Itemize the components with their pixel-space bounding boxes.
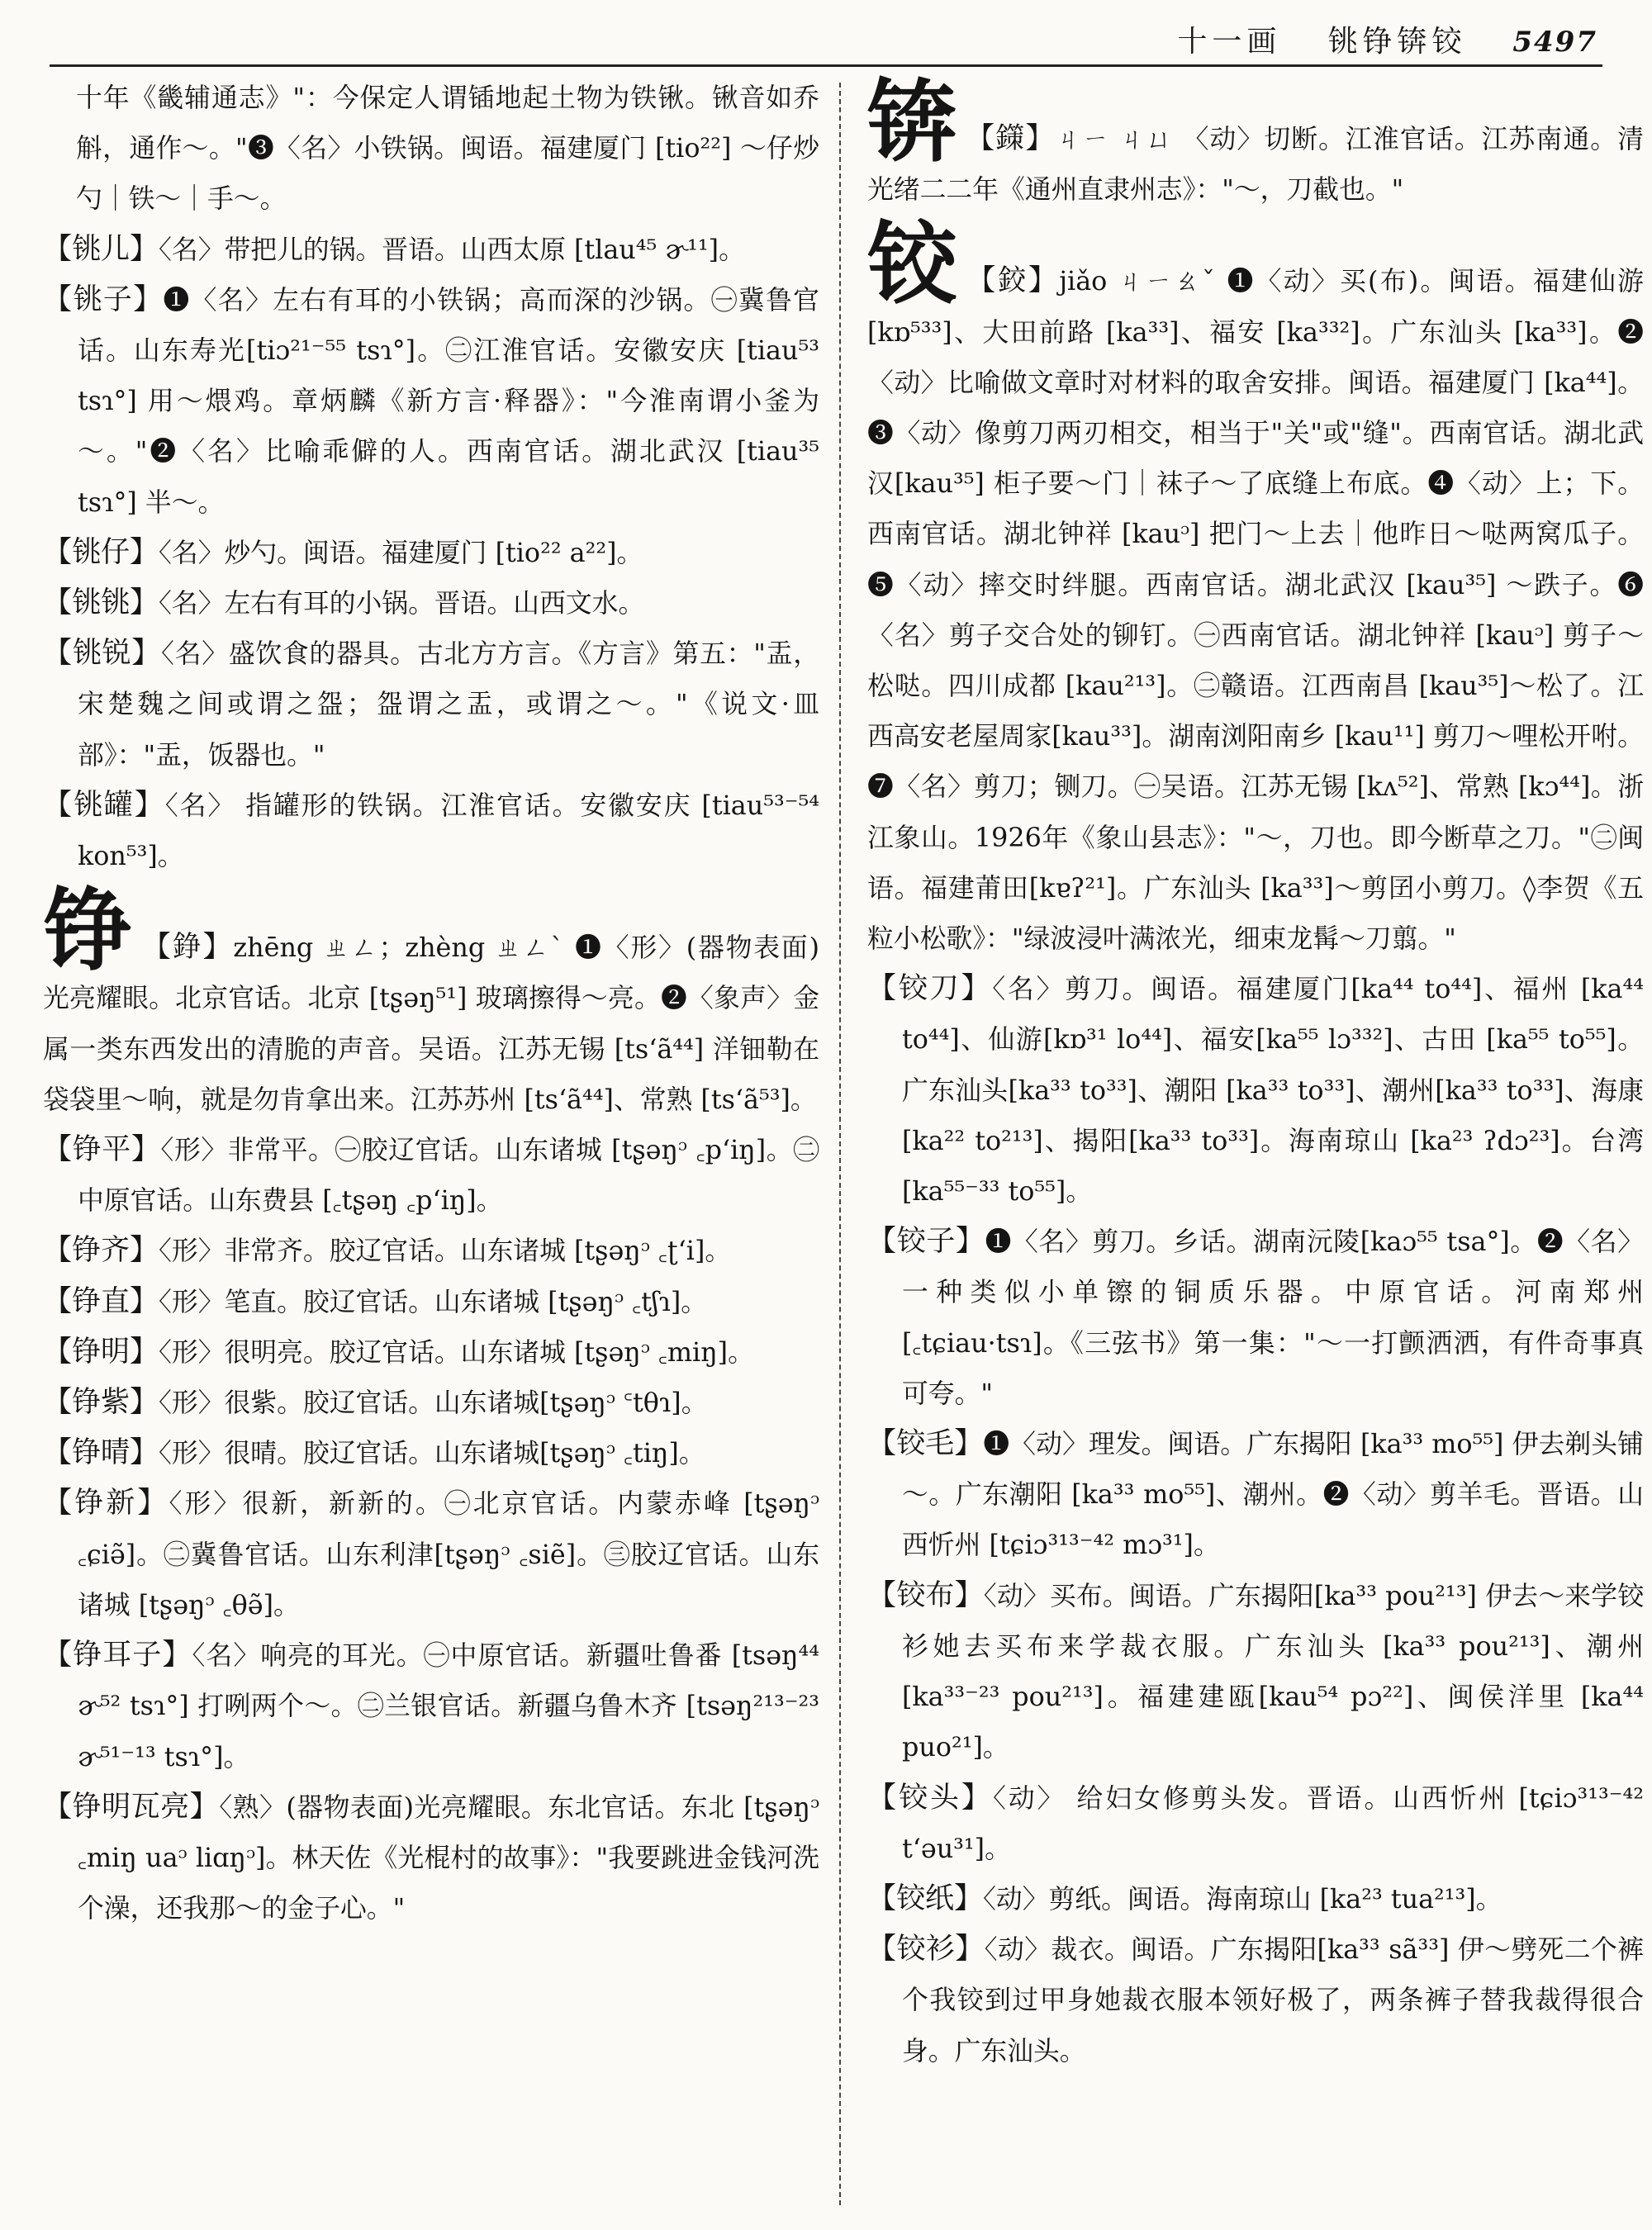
entry-headword: 【铰衫】 bbox=[867, 1933, 985, 1967]
sub-entry bbox=[43, 1630, 819, 1782]
header-rule bbox=[50, 64, 1602, 67]
definition-text: 〈名〉 指罐形的铁锅。江淮官话。安徽安庆 [tiau⁵³⁻⁵⁴ kon⁵³]。 bbox=[78, 790, 819, 872]
sub-entry bbox=[43, 1378, 819, 1428]
entry-headword: 【铫儿】 bbox=[43, 232, 159, 266]
entry-headword: 【铮平】 bbox=[43, 1133, 161, 1167]
definition-text: 〈动〉 给妇女修剪头发。晋语。山西忻州 [tɕiɔ³¹³⁻⁴² tʻəu³¹]。 bbox=[902, 1782, 1644, 1864]
sub-entry bbox=[43, 578, 819, 629]
traditional-form: 【鉸】 bbox=[966, 264, 1060, 298]
head-entry bbox=[867, 70, 1644, 215]
definition-text: ❶〈动〉理发。闽语。广东揭阳 [ka³³ mo⁵⁵] 伊去剃头铺～。广东潮阳 [ka³³ mo⁵⁵]、潮州。❷〈动〉剪羊毛。晋语。山西忻州 [tɕiɔ³¹³⁻⁴² mɔ³¹]。 bbox=[902, 1429, 1644, 1561]
entry-headword: 【铫锐】 bbox=[43, 637, 162, 671]
sub-entry bbox=[867, 1924, 1644, 2076]
definition-text: ㄐㄧ ㄐㄩ 〈动〉切断。江淮官话。江苏南通。清光绪二二年《通州直隶州志》："～，刀截也。" bbox=[867, 124, 1644, 206]
entry-headword: 【铰纸】 bbox=[867, 1881, 984, 1915]
definition-text: ❶〈名〉左右有耳的小铁锅；高而深的沙锅。㊀冀鲁官话。山东寿光[tiɔ²¹⁻⁵⁵ tsɿ°]。㊁江淮官话。安徽安庆 [tiau⁵³ tsɿ°] 用～煨鸡。章炳麟《新方言·释器》："今淮南谓小釜为～。"❷〈名〉比喻乖僻的人。西南官话。湖北武汉 [tiau³⁵ tsɿ°] 半～。 bbox=[78, 284, 819, 518]
sub-entry bbox=[43, 528, 819, 578]
definition-text: 〈形〉很新，新新的。㊀北京官话。内蒙赤峰 [tʂəŋᵓ ꜀ɕiə̃]。㊁冀鲁官话。山东利津[tʂəŋᵓ ꜀siẽ]。㊂胶辽官话。山东诸城 [tʂəŋᵓ ꜀θə̃]。 bbox=[78, 1488, 819, 1620]
sub-entry bbox=[43, 1277, 819, 1327]
page-number: 5497 bbox=[1512, 26, 1597, 59]
definition-text: 〈形〉非常平。㊀胶辽官话。山东诸城 [tʂəŋᵓ ꜀pʻiŋ]。㊁中原官话。山东费县 [꜀tʂəŋ ꜀pʻiŋ]。 bbox=[78, 1135, 819, 1217]
entry-headword: 【铫铫】 bbox=[43, 586, 159, 620]
sub-entry bbox=[43, 629, 819, 780]
definition-text: 〈名〉左右有耳的小锅。晋语。山西文水。 bbox=[159, 588, 645, 619]
entry-headword: 【铮耳子】 bbox=[43, 1639, 192, 1672]
sub-entry bbox=[867, 1773, 1644, 1874]
definition-text: 〈动〉剪纸。闽语。海南琼山 [ka²³ tua²¹³]。 bbox=[983, 1883, 1502, 1914]
definition-text: zhēng ㄓㄥ；zhèng ㄓㄥˋ ❶〈形〉(器物表面) 光亮耀眼。北京官话。北京 [tʂəŋ⁵¹] 玻璃擦得～亮。❷〈象声〉金属一类东西发出的清脆的声音。吴语。江苏无锡 [tsʻã⁴⁴] 洋钿勒在袋袋里～响，就是勿肯拿出来。江苏苏州 [tsʻã⁴⁴]、常熟 [tsʻã⁵³]。 bbox=[43, 932, 819, 1115]
head-character: 铮 bbox=[43, 879, 134, 984]
sub-entry bbox=[43, 225, 819, 275]
definition-text: 〈形〉笔直。胶辽官话。山东诸城 [tʂəŋᵓ ꜀tʃɿ]。 bbox=[159, 1286, 708, 1317]
sub-entry bbox=[43, 275, 819, 528]
head-character: 铰 bbox=[867, 212, 959, 317]
entry-headword: 【铮紫】 bbox=[43, 1386, 159, 1420]
definition-text: 〈动〉买布。闽语。广东揭阳[ka³³ pou²¹³] 伊去～来学铰衫她去买布来学裁衣服。广东汕头 [ka³³ pou²¹³]、潮州 [ka³³⁻²³ pou²¹³]。福建建瓯[kau⁵⁴ pɔ²²]、闽侯洋里 [ka⁴⁴ puo²¹]。 bbox=[902, 1580, 1644, 1763]
entry-headword: 【铮明】 bbox=[43, 1335, 159, 1369]
sub-entry bbox=[867, 1874, 1644, 1924]
definition-text: 〈形〉很晴。胶辽官话。山东诸城[tʂəŋᵓ ꜀tiŋ]。 bbox=[159, 1438, 705, 1469]
left-column bbox=[43, 73, 819, 1933]
sub-entry bbox=[867, 964, 1644, 1217]
entry-headword: 【铫罐】 bbox=[43, 788, 165, 822]
entry-headword: 【铮新】 bbox=[43, 1487, 169, 1521]
entry-headword: 【铫子】 bbox=[43, 282, 164, 316]
traditional-form: 【錚】 bbox=[141, 931, 234, 965]
entry-headword: 【铰头】 bbox=[867, 1781, 993, 1815]
sub-entry bbox=[867, 1571, 1644, 1773]
entry-headword: 【铮晴】 bbox=[43, 1436, 159, 1470]
page-header bbox=[1177, 18, 1597, 60]
entry-headword: 【铰子】 bbox=[867, 1225, 985, 1259]
stroke-section: 十一画 bbox=[1177, 25, 1282, 59]
entry-headword: 【铮直】 bbox=[43, 1284, 159, 1318]
traditional-form: 【鏼】 bbox=[966, 122, 1056, 155]
sub-entry bbox=[43, 780, 819, 881]
sub-entry bbox=[43, 1478, 819, 1630]
continued-entry bbox=[43, 73, 819, 225]
head-entry bbox=[867, 212, 1644, 964]
definition-text: ❶〈名〉剪刀。乡话。湖南沅陵[kaɔ⁵⁵ tsa°]。❷〈名〉一种类似小单镲的铜质乐器。中原官话。河南郑州 [꜀tɕiau·tsɿ]。《三弦书》第一集："～一打颤洒洒，有件奇事真可夸。" bbox=[902, 1226, 1644, 1409]
right-column bbox=[867, 70, 1644, 2076]
entry-headword: 【铮明瓦亮】 bbox=[43, 1790, 220, 1824]
definition-text: 〈形〉很紫。胶辽官话。山东诸城[tʂəŋᵓ ꜂tθɿ]。 bbox=[159, 1388, 708, 1419]
sub-entry bbox=[867, 1419, 1644, 1571]
definition-text: 〈名〉剪刀。闽语。福建厦门[ka⁴⁴ to⁴⁴]、福州 [ka⁴⁴ to⁴⁴]、仙游[kɒ³¹ lo⁴⁴]、福安[ka⁵⁵ lɔ³³²]、古田 [ka⁵⁵ to⁵⁵]。广东汕头[ka³³ to³³]、潮阳 [ka³³ to³³]、潮州[ka³³ to³³]、海康[ka²² to²¹³]、揭阳[ka³³ to³³]。海南琼山 [ka²³ ʔdɔ²³]。台湾[ka⁵⁵⁻³³ to⁵⁵]。 bbox=[902, 974, 1644, 1208]
definition-text: 〈形〉非常齐。胶辽官话。山东诸城 [tʂəŋᵓ ꜀ʈʻi]。 bbox=[159, 1236, 732, 1267]
definition-text: jiǎo ㄐㄧㄠˇ ❶〈动〉买(布)。闽语。福建仙游 [kɒ⁵³³]、大田前路 [ka³³]、福安 [ka³³²]。广东汕头 [ka³³]。❷〈动〉比喻做文章时对材料的取舍安排。闽语。福建厦门 [ka⁴⁴]。❸〈动〉像剪刀两刃相交，相当于"关"或"缝"。西南官话。湖北武汉[kau³⁵] 柜子要～门｜袜子～了底缝上布底。❹〈动〉上；下。西南官话。湖北钟祥 [kauᵓ] 把门～上去｜他昨日～哒两窝瓜子。❺〈动〉摔交时绊腿。西南官话。湖北武汉 [kau³⁵] ～跌子。❻〈名〉剪子交合处的铆钉。㊀西南官话。湖北钟祥 [kauᵓ] 剪子～松哒。四川成都 [kau²¹³]。㊁赣语。江西南昌 [kau³⁵]～松了。江西高安老屋周家[kau³³]。湖南浏阳南乡 [kau¹¹] 剪刀～哩松开咐。❼〈名〉剪刀；铡刀。㊀吴语。江苏无锡 [kʌ⁵²]、常熟 [kɔ⁴⁴]。浙江象山。1926年《象山县志》："～，刀也。即今断草之刀。"㊁闽语。福建莆田[kɐʔ²¹]。广东汕头 [ka³³]～剪囝小剪刀。◊李贺《五粒小松歌》："绿波浸叶满浓光，细束龙髯～刀翦。" bbox=[867, 266, 1644, 955]
entry-text: 十年《畿辅通志》"：今保定人谓锸地起土物为铁锹。锹音如乔斛，通作～。"❸〈名〉小铁锅。闽语。福建厦门 [tio²²] ～仔炒勺｜铁～｜手～。 bbox=[76, 83, 819, 215]
head-entry bbox=[43, 881, 819, 1125]
definition-text: 〈名〉带把儿的锅。晋语。山西太原 [tlau⁴⁵ ɚ¹¹]。 bbox=[159, 234, 745, 265]
definition-text: 〈熟〉(器物表面)光亮耀眼。东北官话。东北 [tʂəŋᵓ ꜀miŋ uaᵓ liɑŋᵓ]。林天佐《光棍村的故事》："我要跳进金钱河洗个澡，还我那～的金子心。" bbox=[78, 1791, 819, 1924]
definition-text: 〈名〉盛饮食的器具。古北方方言。《方言》第五："盂，宋楚魏之间或谓之盌；盌谓之盂，或谓之～。"《说文·皿部》："盂，饭器也。" bbox=[78, 638, 819, 771]
sub-entry bbox=[43, 1125, 819, 1226]
entry-headword: 【铰毛】 bbox=[867, 1427, 984, 1461]
entry-headword: 【铰布】 bbox=[867, 1578, 984, 1612]
definition-text: 〈名〉炒勺。闽语。福建厦门 [tio²² a²²]。 bbox=[159, 537, 643, 568]
sub-entry bbox=[867, 1217, 1644, 1419]
sub-entry bbox=[43, 1428, 819, 1478]
definition-text: 〈动〉裁衣。闽语。广东揭阳[ka³³ sã³³] 伊～劈死二个裤个我铰到过甲身她裁衣服本领好极了，两条裤子替我裁得很合身。广东汕头。 bbox=[902, 1934, 1644, 2066]
sub-entry bbox=[43, 1226, 819, 1276]
head-character: 锛 bbox=[867, 70, 958, 174]
definition-text: 〈形〉很明亮。胶辽官话。山东诸城 [tʂəŋᵓ ꜀miŋ]。 bbox=[159, 1336, 754, 1368]
entry-headword: 【铮齐】 bbox=[43, 1234, 159, 1268]
sub-entry bbox=[43, 1327, 819, 1378]
entry-headword: 【铰刀】 bbox=[867, 972, 993, 1006]
column-divider bbox=[839, 83, 841, 2205]
sub-entry bbox=[43, 1782, 819, 1934]
definition-text: 〈名〉响亮的耳光。㊀中原官话。新疆吐鲁番 [tsəŋ⁴⁴ ɚ⁵² tsɿ°] 打咧两个～。㊁兰银官话。新疆乌鲁木齐 [tsəŋ²¹³⁻²³ ɚ⁵¹⁻¹³ tsɿ°]。 bbox=[78, 1640, 819, 1772]
entry-headword: 【铫仔】 bbox=[43, 535, 159, 569]
page-headwords: 铫铮锛铰 bbox=[1327, 25, 1467, 59]
